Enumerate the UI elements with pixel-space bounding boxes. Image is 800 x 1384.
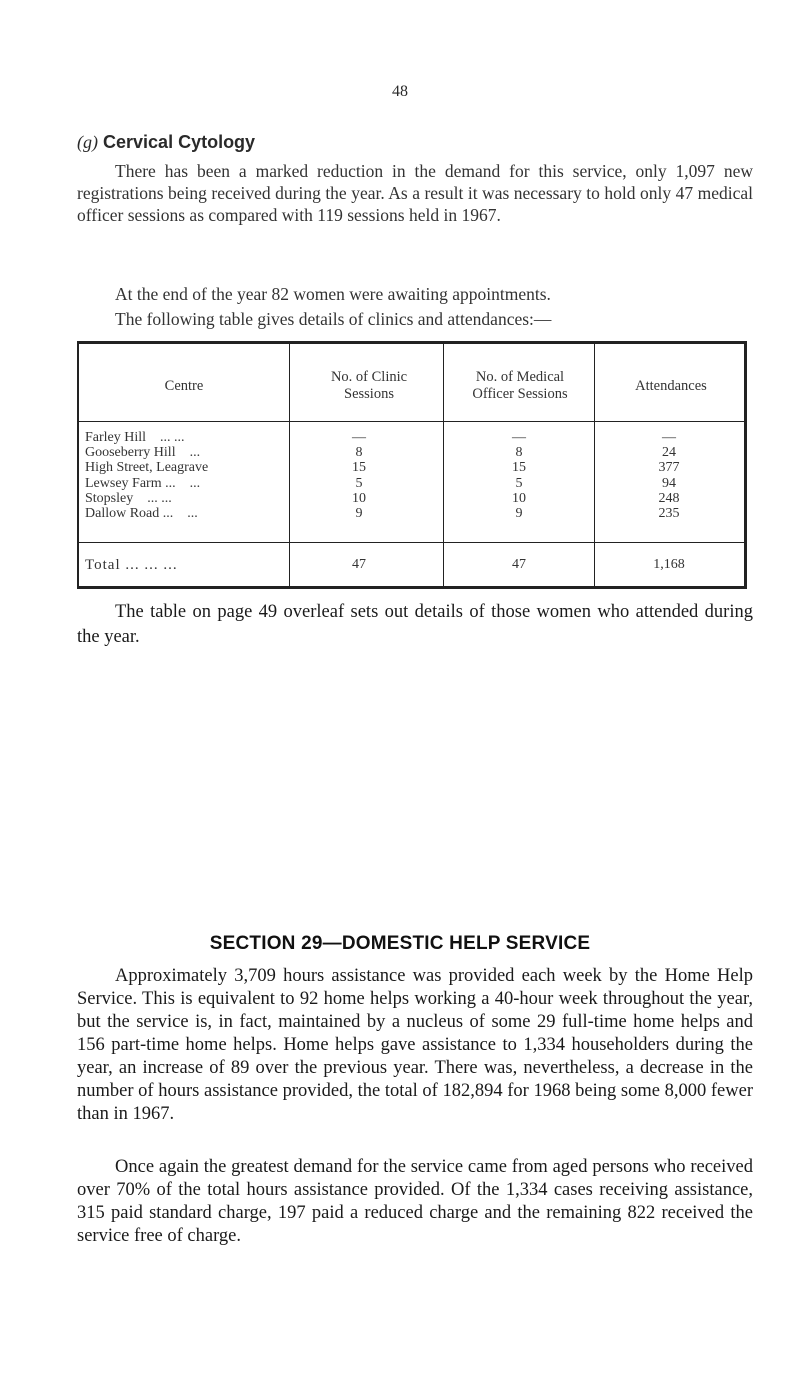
subsection-heading: [77, 132, 255, 153]
medical-sessions-column: [469, 430, 569, 521]
table-cell: 10: [512, 490, 526, 506]
table-cell: 94: [662, 475, 676, 491]
total-attendances: 1,168: [653, 557, 685, 572]
attendances-column: [619, 430, 719, 521]
clinic-sessions-column: [309, 430, 409, 521]
header-medical-officer-sessions: No. of Medical Officer Sessions: [472, 369, 568, 402]
table-cell: 8: [355, 445, 363, 461]
paragraph-table-reference: The table on page 49 overleaf sets out details of those women who attended during the year.: [77, 602, 753, 647]
section-heading: SECTION 29—DOMESTIC HELP SERVICE: [209, 933, 591, 954]
table-cell: 9: [355, 506, 363, 522]
table-cell: 8: [515, 445, 523, 461]
total-label: Total ... ... ...: [85, 557, 178, 573]
paragraph-table-intro: The following table gives details of clinics and attendances:—: [115, 309, 552, 329]
table-cell: 5: [515, 475, 523, 491]
table-cell: —: [662, 430, 676, 445]
paragraph-awaiting: At the end of the year 82 women were awaiting appointments.: [115, 284, 551, 304]
table-cell: 377: [658, 460, 680, 476]
clinics-table: [77, 341, 747, 589]
subsection-letter: (g): [77, 132, 98, 152]
table-row-centre: Stopsley ... ...: [85, 490, 172, 506]
header-clinic-sessions: No. of Clinic Sessions: [330, 369, 408, 402]
total-medical-sessions: 47: [512, 557, 526, 572]
table-header-rule: [79, 421, 744, 422]
table-cell: 10: [352, 490, 366, 506]
subsection-title: Cervical Cytology: [103, 132, 256, 152]
table-row-centre: Farley Hill ... ...: [85, 430, 185, 445]
table-cell: 15: [352, 460, 366, 476]
table-row-centre: High Street, Leagrave: [85, 460, 209, 476]
table-divider: [289, 344, 290, 586]
table-cell: 24: [662, 445, 676, 461]
table-cell: 5: [355, 475, 363, 491]
header-attendances: Attendances: [635, 377, 707, 394]
table-divider: [443, 344, 444, 586]
paragraph-home-help-hours: Approximately 3,709 hours assistance was provided each week by the Home Help Service. This is equivalent to 92 home helps working a 40-hour week throughout the year, but the service is, in fact, maintained by a nucleus of some 29 full-time home helps and 156 part-time home helps. Home helps gave assistance to 1,334 householders during the year, an increase of 89 over the previous year. There was, nevertheless, a decrease in the number of hours assistance provided, the total of 182,894 for 1968 being some 8,000 fewer than in 1967.: [77, 966, 753, 1124]
table-cell: —: [352, 430, 366, 445]
table-cell: 235: [658, 506, 680, 522]
page-number: 48: [392, 83, 408, 100]
header-centre: Centre: [164, 377, 204, 394]
table-cell: 9: [515, 506, 523, 522]
total-clinic-sessions: 47: [352, 557, 366, 572]
table-cell: —: [512, 430, 526, 445]
table-row-centre: Lewsey Farm ... ...: [85, 475, 201, 491]
table-cell: 15: [512, 460, 526, 476]
paragraph-demand: Once again the greatest demand for the service came from aged persons who received over 70% of the total hours assistance provided. Of the 1,334 cases receiving assistance, 315 paid standard charge, 197 paid a reduced charge and the remaining 822 received the service free of charge.: [77, 1157, 753, 1246]
table-cell: 248: [658, 490, 680, 506]
table-row-centre: Dallow Road ... ...: [85, 506, 198, 522]
table-total-rule: [79, 542, 744, 543]
paragraph-registrations: There has been a marked reduction in the demand for this service, only 1,097 new registrations being received during the year. As a result it was necessary to hold only 47 medical officer sessions as compared with 119 sessions held in 1967.: [77, 161, 753, 225]
table-row-centre: Gooseberry Hill ...: [85, 445, 201, 461]
centre-column: [85, 430, 285, 521]
